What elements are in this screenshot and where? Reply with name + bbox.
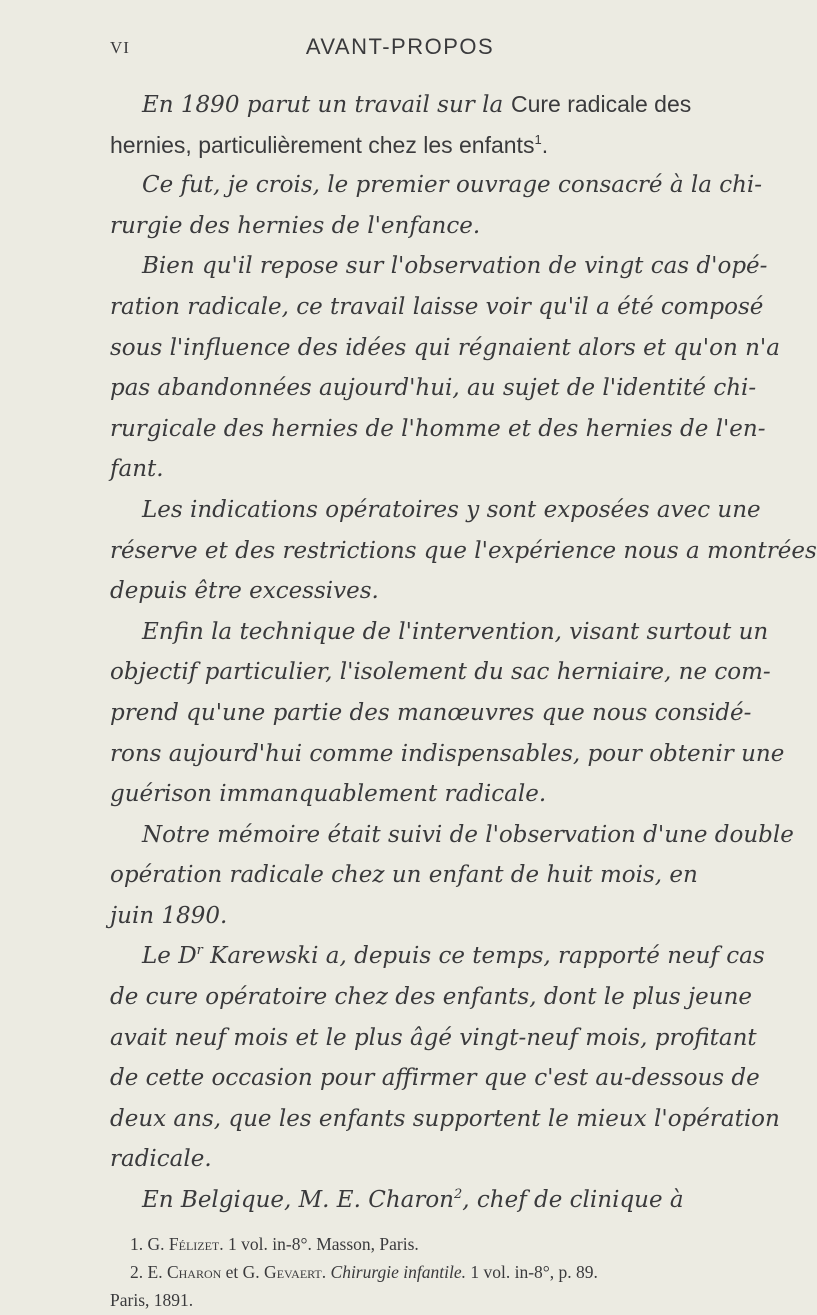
footnote-number: 2.: [130, 1262, 144, 1282]
roman-text: hernies, particulièrement chez les enfants: [110, 131, 535, 158]
text-line: [110, 125, 735, 166]
text-line: [110, 936, 765, 977]
text-line: Les indications opératoires y sont exposées avec une: [142, 496, 761, 523]
body-text: [110, 84, 817, 1221]
text-line: prend qu'une partie des manœuvres que nous considé-: [110, 699, 752, 726]
italic-text: En 1890 parut un travail sur la: [142, 92, 504, 118]
text-line: rons aujourd'hui comme indispensables, pour obtenir une: [110, 740, 785, 767]
text-line: de cette occasion pour affirmer que c'est au-dessous de: [110, 1065, 760, 1092]
text-line: Notre mémoire était suivi de l'observation d'une double: [142, 821, 794, 848]
text-line: Bien qu'il repose sur l'observation de vingt cas d'opé-: [142, 253, 768, 280]
text-line: Ce fut, je crois, le premier ouvrage consacré à la chi-: [142, 172, 763, 199]
footnote-1: [110, 1230, 770, 1258]
text-line: fant.: [110, 456, 164, 483]
text-line: Enfin la technique de l'intervention, visant surtout un: [142, 618, 769, 645]
text-line: pas abandonnées aujourd'hui, au sujet de l'identité chi-: [110, 375, 757, 402]
text-line: guérison immanquablement radicale.: [110, 781, 547, 808]
italic-text: , chef de clinique à: [462, 1187, 684, 1214]
footnote-text: 1 vol. in-8°. Masson, Paris.: [228, 1234, 419, 1254]
running-head: AVANT-PROPOS: [305, 34, 495, 59]
text-line: rurgie des hernies de l'enfance.: [110, 212, 481, 239]
text-line: radicale.: [110, 1146, 212, 1173]
page-number: VI: [110, 38, 130, 57]
text-line: réserve et des restrictions que l'expérience nous a montrées: [110, 537, 817, 564]
text-line: ration radicale, ce travail laisse voir qu'il a été composé: [110, 293, 764, 320]
abbrev-superscript: r: [196, 943, 203, 959]
italic-text: Karewski a, depuis ce temps, rapporté neuf cas: [202, 943, 765, 970]
text-line: objectif particulier, l'isolement du sac herniaire, ne com-: [110, 659, 771, 686]
footnote-ref: 1: [534, 131, 542, 147]
page-header: [0, 34, 800, 64]
footnote-number: 1.: [130, 1234, 144, 1254]
footnote-ref: 2: [454, 1187, 463, 1203]
text-line: juin 1890.: [110, 902, 228, 929]
text-line: de cure opératoire chez des enfants, dont le plus jeune: [110, 984, 753, 1011]
roman-text: .: [541, 131, 549, 158]
footnote-author: G. Gevaert.: [242, 1262, 327, 1282]
roman-text: Cure radicale des: [510, 91, 692, 117]
footnote-2: [110, 1258, 770, 1286]
text-line: sous l'influence des idées qui régnaient alors et qu'on n'a: [110, 334, 780, 361]
footnote-text: 1 vol. in-8°, p. 89.: [470, 1262, 598, 1282]
text-line: deux ans, que les enfants supportent le mieux l'opération: [110, 1105, 780, 1132]
footnote-2-continued: Paris, 1891.: [110, 1290, 194, 1310]
text-line: rurgicale des hernies de l'homme et des hernies de l'en-: [110, 415, 766, 442]
italic-text: Le D: [142, 943, 197, 970]
footnote-author: G. Félizet.: [147, 1234, 224, 1254]
footnote-text: et: [225, 1262, 239, 1282]
text-line: depuis être excessives.: [110, 578, 379, 605]
footnote-title: Chirurgie infantile.: [330, 1262, 466, 1282]
footnote-author: E. Charon: [147, 1262, 222, 1282]
text-line: opération radicale chez un enfant de huit mois, en: [110, 862, 698, 889]
text-line: avait neuf mois et le plus âgé vingt-neuf mois, profitant: [110, 1024, 757, 1051]
text-line: [110, 1180, 735, 1221]
text-line: [110, 84, 735, 125]
italic-text: En Belgique, M. E. Charon: [142, 1187, 454, 1214]
footnotes: [110, 1230, 770, 1314]
